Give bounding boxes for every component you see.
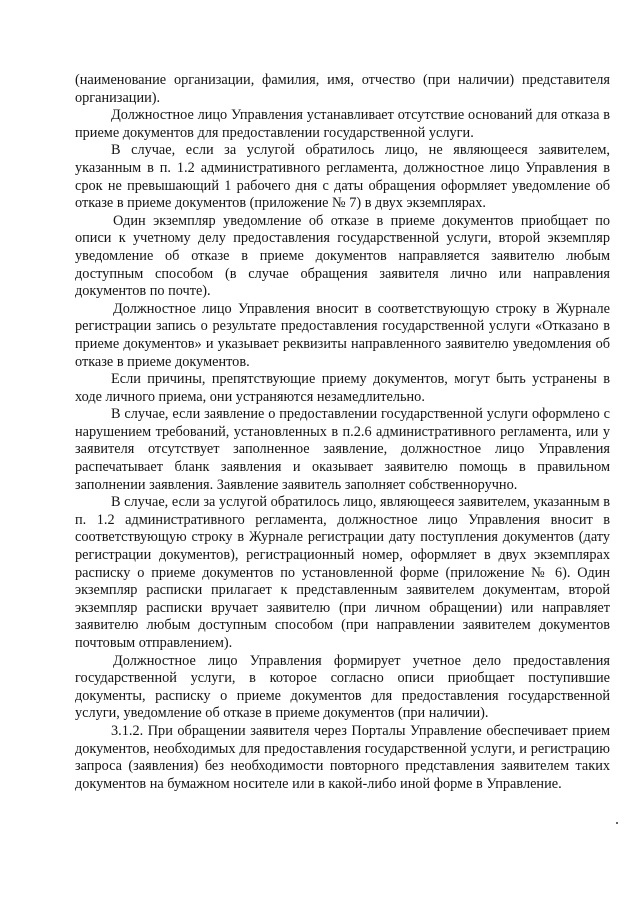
paragraph-6: Если причины, препятствующие приему документов, могут быть устранены в ходе личного приема, они устраняются незамедлительно. [75,371,610,405]
paragraph-9: Должностное лицо Управления формирует учетное дело предоставления государственной услуги, в которое согласно описи приобщает поступившие документы, расписку о приеме документов для предоставления государственной услуги, уведомление об отказе в приеме документов (при наличии). [75,652,610,722]
paragraph-10: 3.1.2. При обращении заявителя через Порталы Управление обеспечивает прием документов, необходимых для предоставления государственной услуги, и регистрацию запроса (заявления) без необходимости повторного представления заявителем таких документов на бумажном носителе или в какой-либо иной форме в Управление. [75,722,610,792]
paragraph-1: (наименование организации, фамилия, имя, отчество (при наличии) представителя организации). [75,72,610,106]
paragraph-5: Должностное лицо Управления вносит в соответствующую строку в Журнале регистрации запись о результате предоставления государственной услуги «Отказано в приеме документов» и указывает реквизиты направленного заявителю уведомления об отказе в приеме документов. [75,300,610,370]
paragraph-3: В случае, если за услугой обратилось лицо, не являющееся заявителем, указанным в п. 1.2 административного регламента, должностное лицо Управления в срок не превышающий 1 рабочего дня с даты обращения оформляет уведомление об отказе в приеме документов (приложение № 7) в двух экземплярах. [75,142,610,212]
paragraph-2: Должностное лицо Управления устанавливает отсутствие оснований для отказа в приеме документов для предоставлении государственной услуги. [75,107,610,141]
paragraph-7: В случае, если заявление о предоставлении государственной услуги оформлено с нарушением требований, установленных в п.2.6 административного регламента, или у заявителя отсутствует заполненное заявление, должностное лицо Управления распечатывает бланк заявления и оказывает заявителю помощь в правильном заполнении заявления. Заявление заявитель заполняет собственноручно. [75,406,610,493]
scan-speck [616,822,618,824]
paragraph-8: В случае, если за услугой обратилось лицо, являющееся заявителем, указанным в п. 1.2 административного регламента, должностное лицо Управления вносит в соответствующую строку в Журнале регистрации дату поступления документов (дату регистрации документов), регистрационный номер, оформляет в двух экземплярах расписку о приеме документов по установленной форме (приложение № 6). Один экземпляр расписки прилагает к представленным заявителем документам, второй экземпляр расписки вручает заявителю (при личном обращении) или направляет заявителю любым доступным способом (при направлении заявителем документов почтовым отправлением). [75,494,610,651]
paragraph-4: Один экземпляр уведомление об отказе в приеме документов приобщает по описи к учетному делу предоставления государственной услуги, второй экземпляр уведомление об отказе в приеме документов направляется заявителю любым доступным способом (в случае обращения заявителя лично или направления документов по почте). [75,212,610,300]
